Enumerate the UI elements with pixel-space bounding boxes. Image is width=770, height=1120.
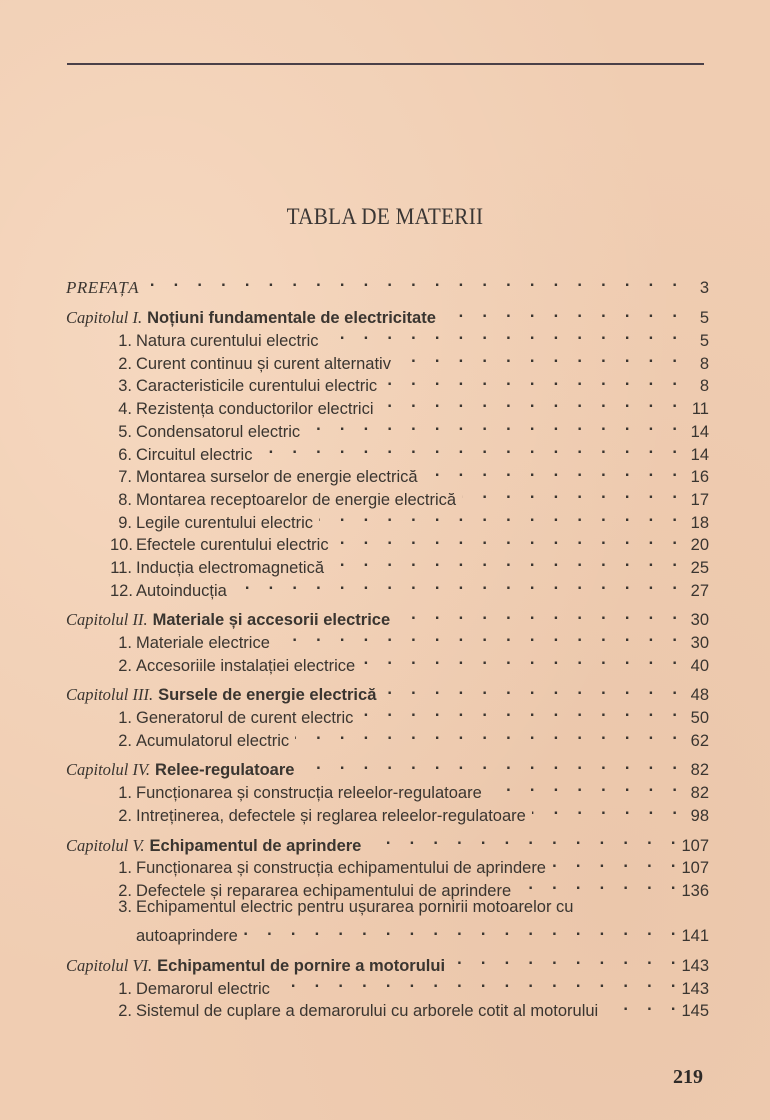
page-number: 27: [690, 581, 709, 600]
section-title: Accesoriile instalației electrice: [136, 656, 356, 675]
section-number: 5.: [118, 422, 132, 441]
toc-entry-chapter[interactable]: [66, 678, 709, 705]
section-heading: [110, 580, 227, 603]
header-rule: [67, 63, 704, 65]
dot-leader: [359, 700, 677, 723]
section-heading: [110, 632, 270, 655]
page-number: 11: [691, 400, 709, 419]
chapter-heading: [66, 835, 361, 858]
toc-entry-chapter[interactable]: [66, 828, 709, 855]
section-title: Funcționarea și construcția releelor-regulatoare: [136, 784, 482, 803]
section-title: Legile curentului electric: [136, 513, 314, 532]
page-number: 48: [690, 686, 709, 705]
dot-leader: [306, 414, 677, 437]
section-number: 10.: [110, 536, 133, 555]
dot-leader: [258, 437, 677, 460]
page-number: 5: [699, 309, 709, 328]
dot-leader: [330, 550, 677, 573]
section-heading: [110, 655, 355, 678]
section-heading: [110, 978, 270, 1001]
section-number: 11.: [110, 558, 132, 577]
section-number: 9.: [118, 513, 132, 532]
dot-leader: [532, 798, 677, 821]
page-number: 40: [690, 656, 709, 675]
page-number: 62: [690, 731, 709, 750]
chapter-prefix: Capitolul III.: [66, 685, 154, 705]
chapter-prefix: Capitolul IV.: [66, 760, 151, 780]
dot-leader: [361, 648, 677, 671]
section-number: 8.: [118, 490, 132, 509]
section-title: Circuitul electric: [136, 445, 253, 464]
section-title: Inducția electromagnetică: [136, 558, 325, 577]
page-title: TABLA DE MATERII: [286, 204, 484, 229]
section-heading: [110, 444, 252, 467]
page-folio: 219: [673, 1066, 703, 1088]
chapter-title: Noțiuni fundamentale de electricitate: [147, 309, 436, 328]
page-number: 50: [690, 709, 709, 728]
section-title: Montarea surselor de energie electrică: [136, 468, 418, 487]
section-number: 2.: [118, 1002, 132, 1021]
section-title: Caracteristicile curentului electric: [136, 377, 378, 396]
dot-leader: [396, 603, 677, 626]
dot-leader: [488, 775, 677, 798]
page-number: 5: [699, 332, 709, 351]
page-number: 3: [699, 278, 709, 297]
dot-leader: [451, 948, 675, 971]
page-number: 25: [690, 558, 709, 577]
dot-leader: [552, 851, 675, 874]
section-heading: [110, 512, 313, 535]
section-heading: [110, 534, 329, 557]
section-number: 12.: [110, 581, 133, 600]
chapter-title: Materiale și accesorii electrice: [152, 611, 391, 630]
chapter-title: Sursele de energie electrică: [158, 686, 377, 705]
page-number: 20: [690, 536, 709, 555]
section-number: 4.: [118, 400, 132, 419]
toc-entry-chapter[interactable]: [66, 603, 709, 630]
section-number: 2.: [118, 656, 132, 675]
page-number: 8: [699, 377, 709, 396]
page-number: 143: [681, 956, 709, 975]
section-number: 1.: [118, 979, 132, 998]
section-title: Montarea receptoarelor de energie electrică: [136, 490, 457, 509]
toc-entry-chapter[interactable]: [66, 753, 709, 780]
page-number: 30: [690, 634, 709, 653]
section-heading: [110, 330, 319, 353]
section-title: Autoinducția: [136, 581, 227, 600]
section-number: 3.: [118, 897, 132, 916]
section-title: Funcționarea și construcția echipamentului de aprindere: [136, 859, 546, 878]
page-number: 16: [690, 468, 709, 487]
section-heading: [110, 730, 289, 753]
section-title-continued: autoaprindere: [136, 927, 238, 946]
section-heading: [110, 857, 546, 880]
dot-leader: [517, 873, 675, 896]
chapter-prefix: Capitolul V.: [66, 835, 145, 855]
dot-leader: [383, 369, 677, 392]
dot-leader: [335, 528, 677, 551]
page-number: 82: [690, 784, 709, 803]
page-number: 136: [681, 881, 709, 900]
chapter-prefix: Capitolul I.: [66, 308, 143, 328]
page-number: 107: [681, 859, 709, 878]
page-number: 145: [681, 1002, 709, 1021]
section-number: 1.: [118, 709, 132, 728]
preface-label: PREFAȚA: [66, 277, 140, 297]
toc-entry-preface[interactable]: [66, 270, 709, 297]
page-number: 107: [681, 836, 709, 855]
section-heading: [110, 1000, 598, 1023]
dot-leader: [367, 828, 675, 851]
section-heading: [110, 896, 573, 919]
dot-leader: [233, 573, 677, 596]
section-title: Curent continuu și curent alternativ: [136, 354, 391, 373]
page-number: 141: [681, 927, 709, 946]
section-heading: [110, 782, 482, 805]
dot-leader: [325, 323, 678, 346]
dot-leader: [462, 482, 677, 505]
table-of-contents: [66, 270, 709, 1021]
section-title: Efectele curentului electric: [136, 536, 329, 555]
toc-entry-chapter[interactable]: [66, 301, 709, 328]
page-number: 30: [690, 611, 709, 630]
chapter-title: Echipamentul de pornire a motorului: [157, 956, 446, 975]
chapter-prefix: Capitolul II.: [66, 610, 148, 630]
section-title: Echipamentul electric pentru ușurarea pornirii motoarelor cu: [136, 897, 574, 916]
section-number: 7.: [118, 468, 132, 487]
section-number: 2.: [118, 354, 132, 373]
section-number: 2.: [118, 731, 132, 750]
section-number: 1.: [118, 784, 132, 803]
dot-leader: [604, 994, 675, 1017]
page-number: 8: [699, 354, 709, 373]
dot-leader: [276, 625, 677, 648]
dot-leader: [276, 971, 676, 994]
chapter-prefix: Capitolul VI.: [66, 955, 153, 975]
chapter-heading: [66, 759, 294, 782]
section-title: Demarorul electric: [136, 979, 270, 998]
dot-leader: [145, 270, 677, 293]
page-number: 143: [681, 979, 709, 998]
dot-leader: [382, 678, 677, 701]
section-number: 1.: [118, 634, 132, 653]
section-title: Natura curentului electric: [136, 332, 319, 351]
section-title: Condensatorul electric: [136, 422, 301, 441]
section-title: Intreținerea, defectele și reglarea releelor-regulatoare: [136, 806, 526, 825]
section-number: 2.: [118, 881, 132, 900]
dot-leader: [295, 723, 677, 746]
dot-leader: [397, 346, 677, 369]
section-number: 2.: [118, 806, 132, 825]
page-number: 82: [690, 761, 709, 780]
section-number: 1.: [118, 859, 132, 878]
page-number: 98: [690, 806, 709, 825]
dot-leader: [424, 460, 677, 483]
chapter-title: Relee-regulatoare: [155, 761, 295, 780]
page-number: 14: [690, 422, 709, 441]
page-number: 18: [690, 513, 709, 532]
section-number: 1.: [118, 332, 132, 351]
toc-entry-section-continuation[interactable]: [66, 919, 709, 946]
dot-leader: [442, 301, 677, 324]
section-title: Acumulatorul electric: [136, 731, 290, 750]
dot-leader: [300, 753, 677, 776]
section-heading: [110, 805, 526, 828]
dot-leader: [380, 391, 677, 414]
section-title: Materiale electrice: [136, 634, 270, 653]
section-title: Generatorul de curent electric: [136, 709, 354, 728]
section-number: 6.: [118, 445, 132, 464]
section-number: 3.: [118, 377, 132, 396]
toc-entry-chapter[interactable]: [66, 948, 709, 975]
section-title: Defectele și repararea echipamentului de aprindere: [136, 881, 512, 900]
dot-leader: [319, 505, 677, 528]
page-number: 17: [690, 490, 709, 509]
dot-leader: [244, 919, 676, 942]
section-heading: [110, 466, 418, 489]
section-heading: [110, 375, 377, 398]
chapter-heading: [66, 684, 376, 707]
toc-entry-section[interactable]: [66, 896, 709, 919]
page-number: 14: [690, 445, 709, 464]
section-heading: [110, 353, 391, 376]
chapter-title: Echipamentul de aprindere: [149, 836, 362, 855]
section-title: Rezistența conductorilor electrici: [136, 400, 374, 419]
section-title: Sistemul de cuplare a demarorului cu arborele cotit al motorului: [136, 1002, 599, 1021]
